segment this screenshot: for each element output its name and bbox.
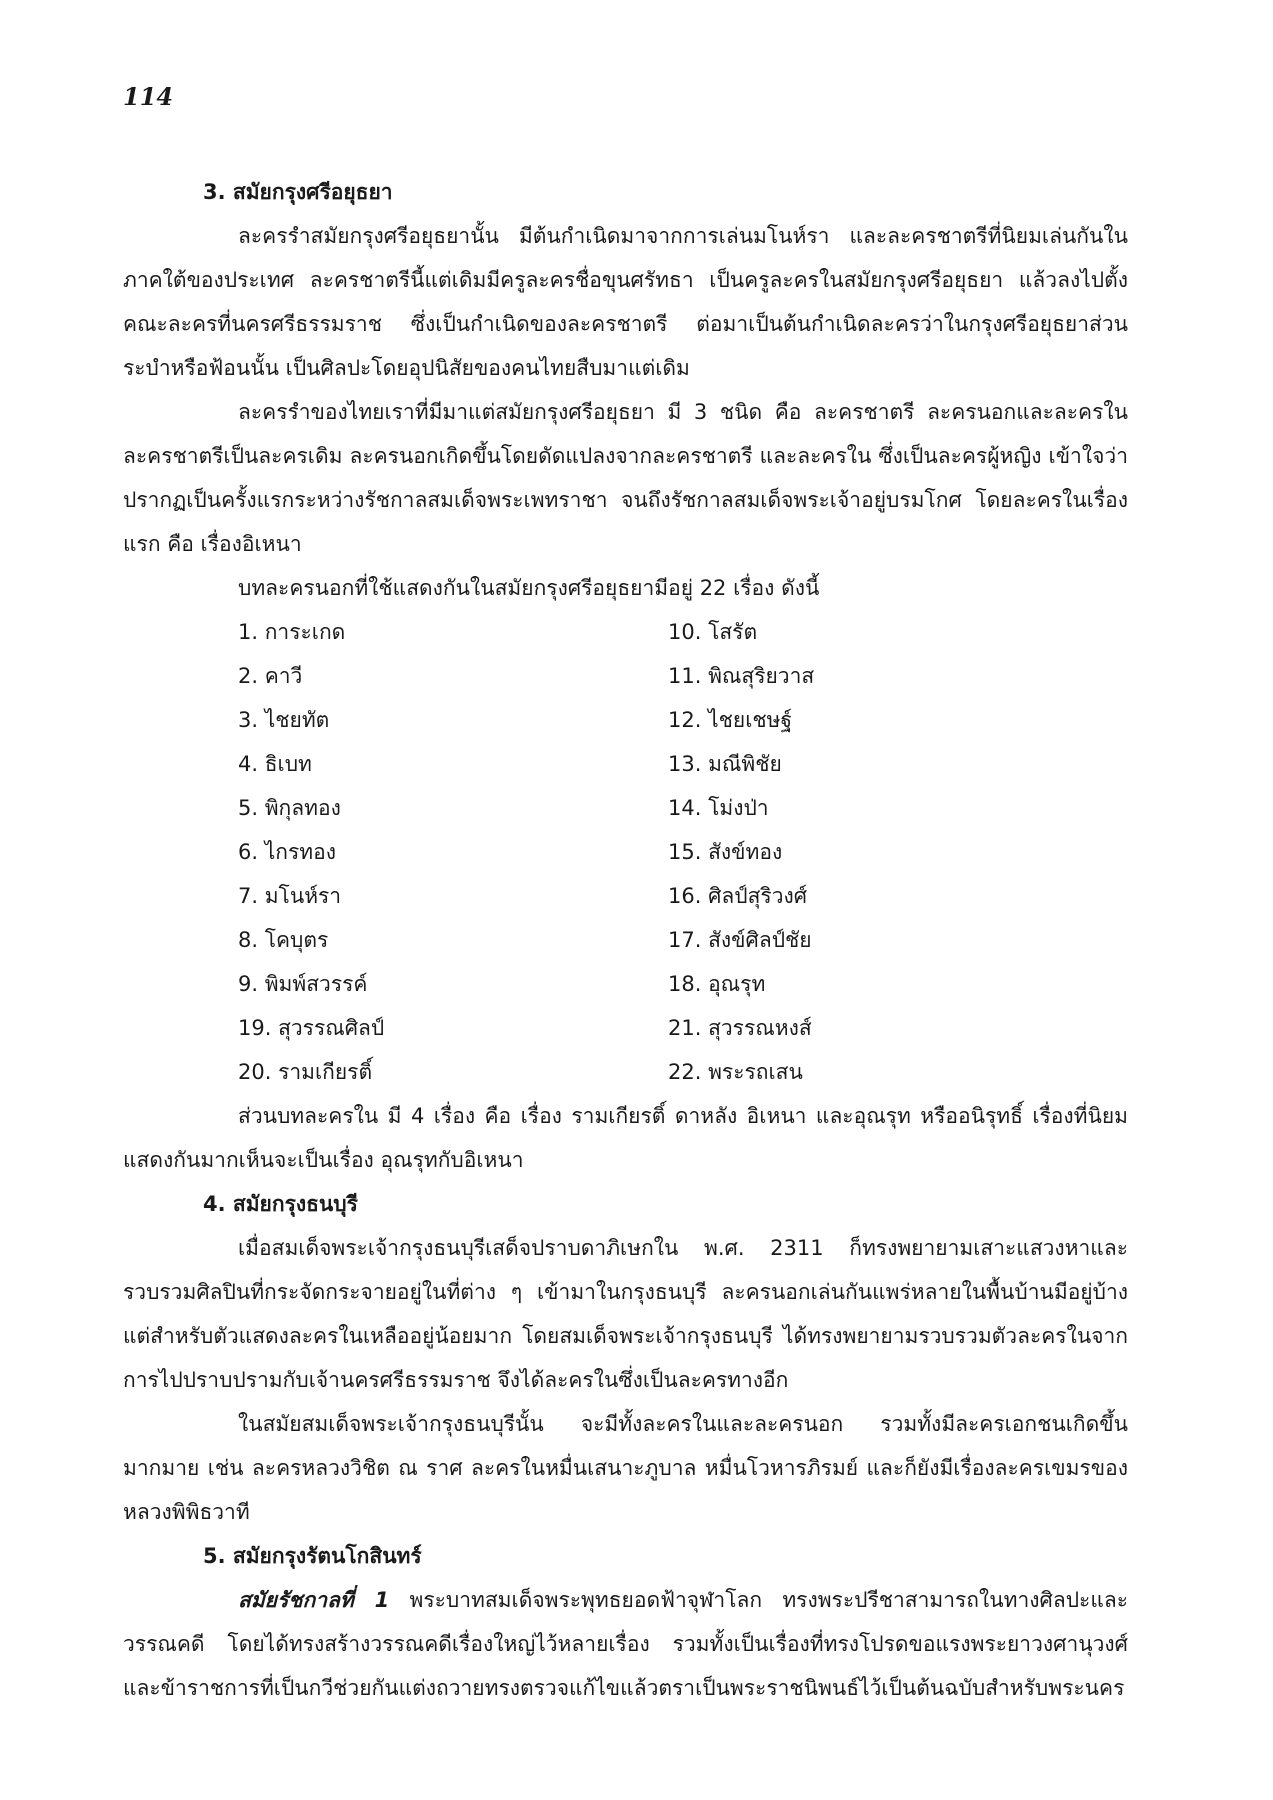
list-item: 7. มโนห์รา	[238, 884, 342, 908]
list-item: 21. สุวรรณหงส์	[668, 1016, 812, 1040]
paragraph	[123, 1578, 1128, 1710]
list-item: 2. คาวี	[238, 664, 303, 688]
paragraph: เมื่อสมเด็จพระเจ้ากรุงธนบุรีเสด็จปราบดาภิเษกใน พ.ศ. 2311 ก็ทรงพยายามเสาะแสวงหาและรวบรวมศิลปินที่กระจัดกระจายอยู่ในที่ต่าง ๆ เข้ามาในกรุงธนบุรี ละครนอกเล่นกันแพร่หลายในพื้นบ้านมีอยู่บ้างแต่สำหรับตัวแสดงละครในเหลืออยู่น้อยมาก โดยสมเด็จพระเจ้ากรุงธนบุรี ได้ทรงพยายามรวบรวมตัวละครในจากการไปปราบปรามกับเจ้านครศรีธรรมราช จึงได้ละครในซึ่งเป็นละครทางอีก	[123, 1236, 1128, 1392]
list-item: 22. พระรถเสน	[668, 1060, 803, 1084]
page-number: 114	[123, 82, 174, 111]
list-item: 20. รามเกียรติ์	[238, 1060, 373, 1084]
list-item: 13. มณีพิชัย	[668, 752, 782, 776]
list-item: 11. พิณสุริยวาส	[668, 664, 815, 688]
play-list	[123, 610, 1128, 1094]
paragraph: ละครรำสมัยกรุงศรีอยุธยานั้น มีต้นกำเนิดมาจากการเล่นมโนห์รา และละครชาตรีที่นิยมเล่นกันในภาคใต้ของประเทศ ละครชาตรีนี้แต่เดิมมีครูละครชื่อขุนศรัทธา เป็นครูละครในสมัยกรุงศรีอยุธยา แล้วลงไปตั้งคณะละครที่นครศรีธรรมราช ซึ่งเป็นกำเนิดของละครชาตรี ต่อมาเป็นต้นกำเนิดละครว่าในกรุงศรีอยุธยาส่วนระบำหรือฟ้อนนั้น เป็นศิลปะโดยอุปนิสัยของคนไทยสืบมาแต่เดิม	[123, 224, 1128, 380]
paragraph: ละครรำของไทยเราที่มีมาแต่สมัยกรุงศรีอยุธยา มี 3 ชนิด คือ ละครชาตรี ละครนอกและละครในละครชาตรีเป็นละครเดิม ละครนอกเกิดขึ้นโดยดัดแปลงจากละครชาตรี และละครใน ซึ่งเป็นละครผู้หญิง เข้าใจว่าปรากฏเป็นครั้งแรกระหว่างรัชกาลสมเด็จพระเพทราชา จนถึงรัชกาลสมเด็จพระเจ้าอยู่บรมโกศ โดยละครในเรื่องแรก คือ เรื่องอิเหนา	[123, 400, 1128, 556]
paragraph: ในสมัยสมเด็จพระเจ้ากรุงธนบุรีนั้น จะมีทั้งละครในและละครนอก รวมทั้งมีละครเอกชนเกิดขึ้นมากมาย เช่น ละครหลวงวิชิต ณ ราศ ละครในหมื่นเสนาะภูบาล หมื่นโวหารภิรมย์ และก็ยังมีเรื่องละครเขมรของหลวงพิพิธวาที	[123, 1412, 1128, 1524]
section-heading-ayutthaya: 3. สมัยกรุงศรีอยุธยา	[203, 180, 393, 204]
list-item: 6. ไกรทอง	[238, 840, 336, 864]
list-item: 4. ธิเบท	[238, 752, 312, 776]
list-item: 18. อุณรุท	[668, 972, 766, 996]
list-item: 8. โคบุตร	[238, 928, 329, 952]
list-item: 17. สังข์ศิลป์ชัย	[668, 928, 812, 952]
list-item: 12. ไชยเชษฐ์	[668, 708, 793, 732]
list-item: 15. สังข์ทอง	[668, 840, 783, 864]
list-item: 14. โม่งป่า	[668, 796, 769, 820]
list-intro: บทละครนอกที่ใช้แสดงกันในสมัยกรุงศรีอยุธยามีอยู่ 22 เรื่อง ดังนี้	[238, 576, 820, 600]
list-item: 1. การะเกด	[238, 620, 346, 644]
reign-label: สมัยรัชกาลที่ 1	[238, 1588, 390, 1612]
list-item: 19. สุวรรณศิลป์	[238, 1016, 385, 1040]
list-item: 3. ไชยทัต	[238, 708, 330, 732]
section-heading-thonburi: 4. สมัยกรุงธนบุรี	[203, 1192, 358, 1216]
paragraph: ส่วนบทละครใน มี 4 เรื่อง คือ เรื่อง รามเกียรติ์ ดาหลัง อิเหนา และอุณรุท หรืออนิรุทธิ์ เรื่องที่นิยมแสดงกันมากเห็นจะเป็นเรื่อง อุณรุทกับอิเหนา	[123, 1104, 1128, 1172]
section-heading-rattanakosin: 5. สมัยกรุงรัตนโกสินทร์	[203, 1544, 422, 1568]
list-item: 5. พิกุลทอง	[238, 796, 341, 820]
list-item: 10. โสรัต	[668, 620, 758, 644]
document-body	[123, 170, 1128, 1710]
list-item: 16. ศิลป์สุริวงศ์	[668, 884, 808, 908]
paragraph-text: พระบาทสมเด็จพระพุทธยอดฟ้าจุฬาโลก ทรงพระปรีชาสามารถในทางศิลปะและวรรณคดี โดยได้ทรงสร้างวรรณคดีเรื่องใหญ่ไว้หลายเรื่อง รวมทั้งเป็นเรื่องที่ทรงโปรดขอแรงพระยาวงศานุวงศ์และข้าราชการที่เป็นกวีช่วยกันแต่งถวายทรงตรวจแก้ไขแล้วตราเป็นพระราชนิพนธ์ไว้เป็นต้นฉบับสำหรับพระนคร	[123, 1588, 1129, 1700]
list-item: 9. พิมพ์สวรรค์	[238, 972, 368, 996]
